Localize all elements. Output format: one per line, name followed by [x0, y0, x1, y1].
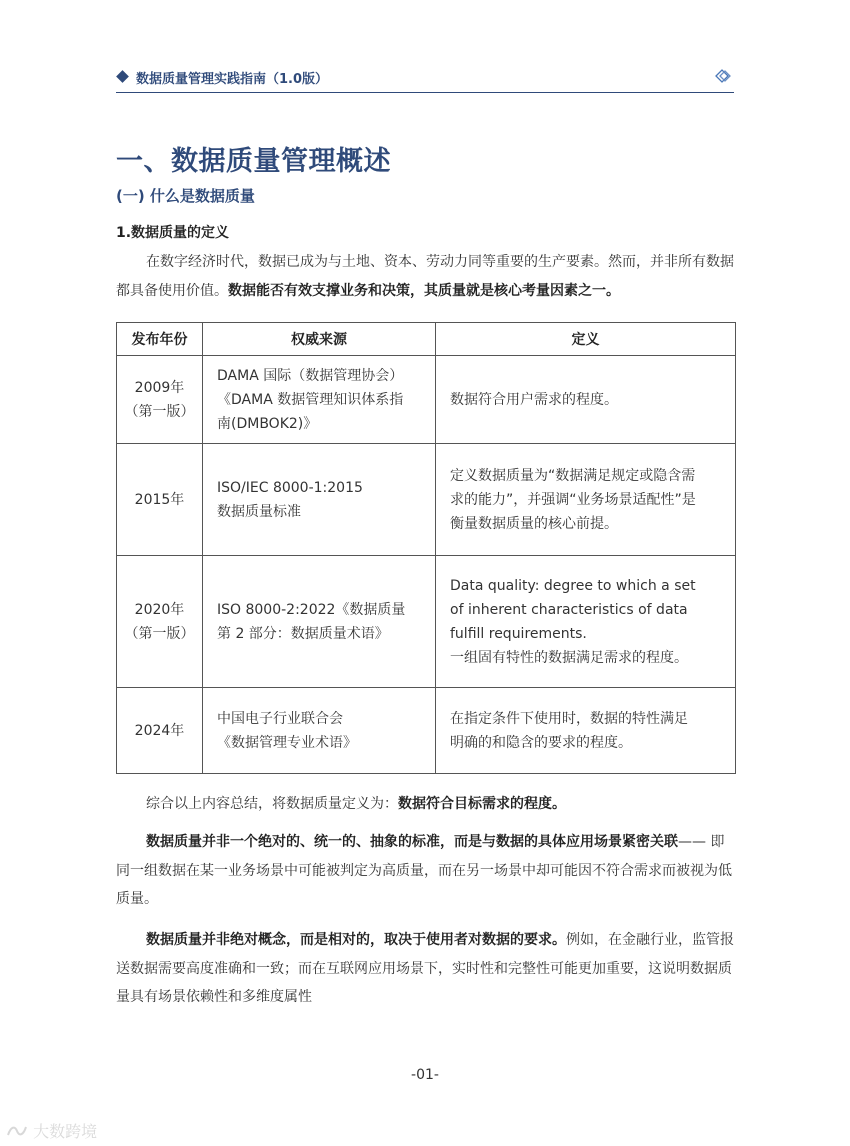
column-header-source: 权威来源: [203, 323, 436, 356]
source-line: 南(DMBOK2)》: [217, 415, 318, 432]
watermark-logo-icon: [6, 1124, 28, 1138]
source-line: 数据质量标准: [217, 503, 301, 520]
definition-cell: [436, 556, 736, 688]
summary-emphasis: 数据符合目标需求的程度。: [398, 796, 566, 812]
definition-table: [116, 322, 736, 774]
header-title: 数据质量管理实践指南（1.0版）: [136, 72, 329, 87]
definition-line: of inherent characteristics of data: [450, 601, 688, 618]
relative-emphasis: 数据质量并非绝对概念，而是相对的，取决于使用者对数据的要求。: [146, 932, 566, 948]
double-diamond-logo-icon: [712, 67, 734, 85]
year-cell: [117, 688, 203, 774]
source-cell: [203, 556, 436, 688]
summary-paragraph: [116, 790, 736, 819]
page-header: [116, 66, 734, 93]
table-row: [117, 356, 736, 444]
table-row: [117, 444, 736, 556]
definition-line: 一组固有特性的数据满足需求的程度。: [450, 649, 688, 666]
definition-cell: [436, 444, 736, 556]
subsection-title: (一) 什么是数据质量: [116, 187, 255, 205]
source-line: 《数据管理专业术语》: [217, 734, 357, 751]
page-number: -01-: [411, 1067, 439, 1083]
source-line: 第 2 部分：数据质量术语》: [217, 625, 389, 642]
source-cell: [203, 444, 436, 556]
source-cell: [203, 356, 436, 444]
definition-line: 求的能力”，并强调“业务场景适配性”是: [450, 491, 696, 508]
definition-cell: [436, 356, 736, 444]
relevance-paragraph: [116, 828, 736, 914]
watermark-text: 大数跨境: [33, 1122, 98, 1141]
column-header-year: 发布年份: [117, 323, 203, 356]
definition-line: Data quality: degree to which a set: [450, 577, 696, 594]
source-line: 中国电子行业联合会: [217, 710, 343, 727]
table-row: [117, 688, 736, 774]
source-line: ISO 8000-2:2022《数据质量: [217, 601, 406, 618]
year-cell: [117, 444, 203, 556]
source-line: DAMA 国际（数据管理协会）: [217, 367, 404, 384]
sub-subsection-title: 1.数据质量的定义: [116, 225, 230, 241]
source-line: 《DAMA 数据管理知识体系指: [217, 391, 404, 408]
year-cell: [117, 356, 203, 444]
relevance-text: —— 即同一组数据在某一业务场景中可能被判定为高质量，而在另一场景中却可能因不符合需求而被视为低质量。: [116, 834, 732, 907]
year-line: （第一版）: [124, 625, 195, 642]
definition-cell: [436, 688, 736, 774]
definition-line: 数据符合用户需求的程度。: [450, 391, 618, 408]
year-line: 2020年: [134, 601, 185, 618]
source-line: ISO/IEC 8000-1:2015: [217, 479, 363, 496]
intro-emphasis: 数据能否有效支撑业务和决策，其质量就是核心考量因素之一。: [228, 282, 620, 299]
year-cell: [117, 556, 203, 688]
year-line: 2024年: [134, 722, 185, 739]
definition-line: 衡量数据质量的核心前提。: [450, 515, 618, 532]
definition-line: 明确的和隐含的要求的程度。: [450, 734, 632, 751]
intro-text: 在数字经济时代，数据已成为与土地、资本、劳动力同等重要的生产要素。然而，并非所有数据都具备使用价值。: [116, 254, 734, 299]
year-line: （第一版）: [124, 403, 195, 420]
table-row: [117, 556, 736, 688]
relative-paragraph: [116, 926, 736, 1012]
summary-text: 综合以上内容总结，将数据质量定义为：: [146, 796, 398, 812]
relative-text: 例如，在金融行业，监管报送数据需要高度准确和一致；而在互联网应用场景下，实时性和完整性可能更加重要，这说明数据质量具有场景依赖性和多维度属性: [116, 932, 734, 1005]
relevance-emphasis: 数据质量并非一个绝对的、统一的、抽象的标准，而是与数据的具体应用场景紧密关联: [146, 834, 678, 850]
year-line: 2015年: [134, 491, 185, 508]
section-title: 一、数据质量管理概述: [116, 146, 391, 177]
table-header-row: [117, 323, 736, 356]
definition-line: fulfill requirements.: [450, 625, 587, 642]
watermark: [6, 1119, 97, 1142]
column-header-definition: 定义: [436, 323, 736, 356]
source-cell: [203, 688, 436, 774]
intro-paragraph: [116, 248, 736, 305]
definition-line: 在指定条件下使用时，数据的特性满足: [450, 710, 688, 727]
diamond-icon: [116, 70, 129, 83]
definition-line: 定义数据质量为“数据满足规定或隐含需: [450, 467, 696, 484]
year-line: 2009年: [134, 379, 185, 396]
